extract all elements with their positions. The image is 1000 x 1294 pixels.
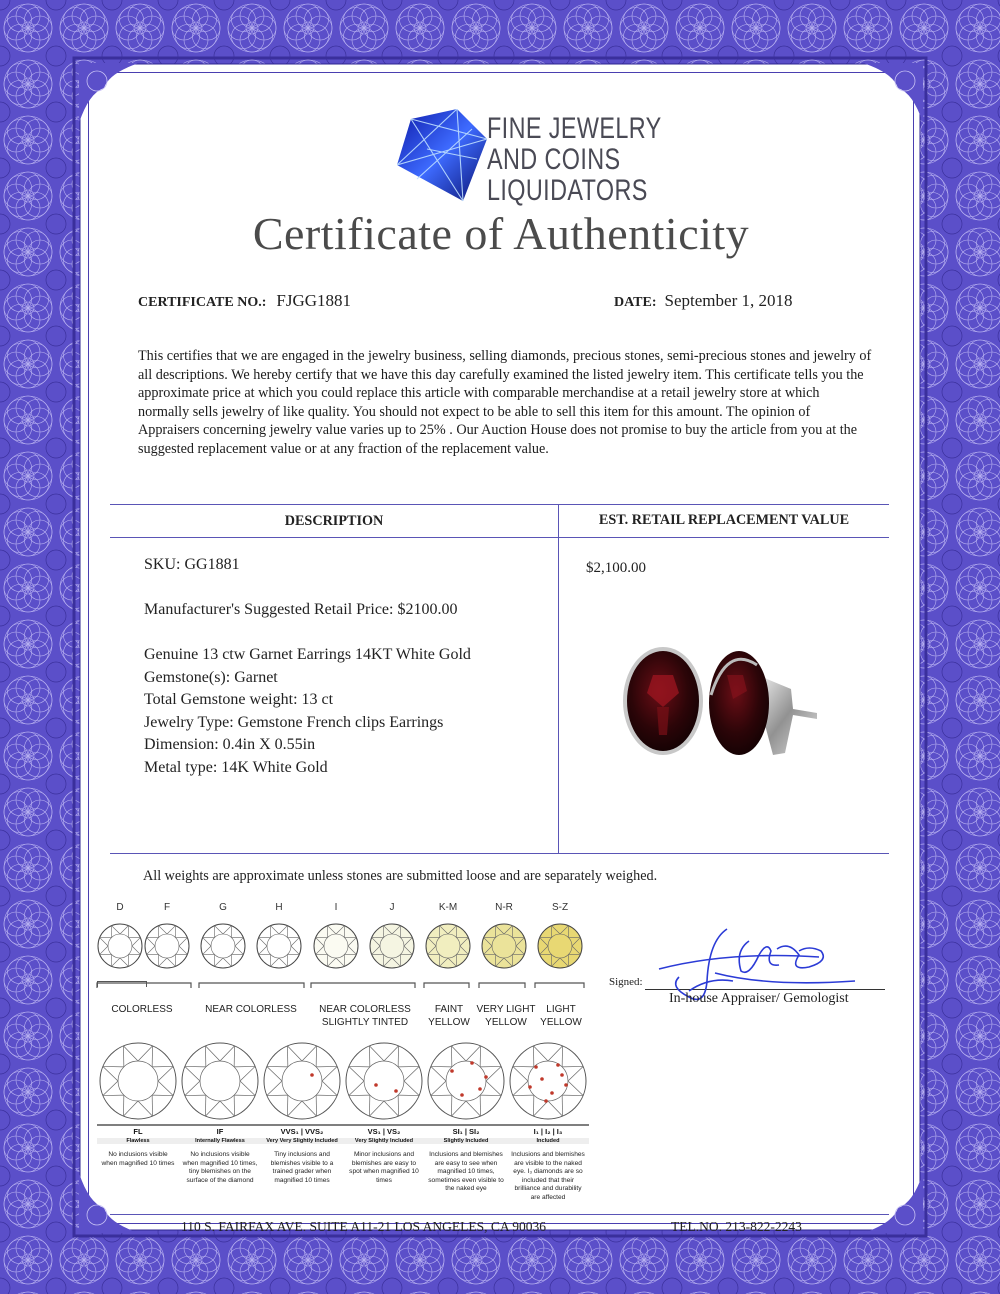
grade-letter: F [163,902,171,913]
clarity-grade: VS₁ | VS₂ [367,1127,401,1136]
value-header: EST. RETAIL REPLACEMENT VALUE [598,512,850,528]
clarity-grade-name: Flawless [97,1138,179,1144]
inclusion-mark [484,1075,488,1079]
clarity-grade: VVS₁ | VVS₂ [280,1127,324,1136]
brand-line-1: FINE JEWELRY [487,112,662,145]
clarity-diamond-icon [346,1043,422,1119]
inclusion-mark [550,1091,554,1095]
replacement-value: $2,100.00 [586,560,646,576]
color-category-label: NEAR COLORLESS [205,1004,297,1015]
detail-line: Jewelry Type: Gemstone French clips Earrings [144,713,444,731]
color-category-sublabel: SLIGHTLY TINTED [321,1017,409,1028]
msrp: Manufacturer's Suggested Retail Price: $2100.00 [144,601,458,618]
clarity-grade-name: Included [507,1138,589,1144]
detail-line: Genuine 13 ctw Garnet Earrings 14KT White Gold [144,646,471,663]
certificate-number-value: FJGG1881 [276,291,351,310]
clarity-description: No inclusions visible when magnified 10 times [101,1151,175,1167]
detail-line: Total Gemstone weight: 13 ct [144,691,334,708]
clarity-grade: SI₁ | SI₂ [452,1127,480,1136]
footer-rule [110,1214,889,1215]
color-category-sublabel: YELLOW [428,1017,470,1028]
grade-letter: J [389,902,395,913]
color-category-sublabel: YELLOW [540,1017,582,1028]
date-value: September 1, 2018 [664,291,793,310]
certificate-title: Certificate of Authenticity [252,208,750,259]
appraiser-role: In-house Appraiser/ Gemologist [669,991,849,1006]
grade-letter: N-R [495,902,513,913]
certificate-sheet [88,72,914,1234]
detail-line: Gemstone(s): Garnet [144,668,278,686]
inclusion-mark [460,1093,464,1097]
color-category-label: FAINT [434,1004,464,1015]
clarity-description: Tiny inclusions and blemishes visible to a trained grader when magnified 10 times [270,1151,334,1184]
grade-letter: I [334,902,338,913]
clarity-description: No inclusions visible when magnified 10 times, tiny blemishes on the surface of the diamond [182,1151,258,1184]
inclusion-mark [528,1085,532,1089]
inclusion-mark [470,1061,474,1065]
clarity-description: Minor inclusions and blemishes are easy to spot when magnified 10 times [349,1151,419,1184]
clarity-grade: IF [216,1127,224,1136]
clarity-grade: I₁ | I₂ | I₃ [533,1127,563,1136]
inclusion-mark [556,1063,560,1067]
footer-phone: TEL.NO. 213-822-2243 [671,1219,802,1234]
clarity-grade-name: Slightly Included [425,1138,507,1144]
inclusion-mark [564,1083,568,1087]
color-category-label: NEAR COLORLESS [319,1004,411,1015]
clarity-diamond-icon [100,1043,176,1119]
color-category-sublabel: YELLOW [485,1017,527,1028]
color-category-label: COLORLESS [111,1004,173,1015]
description-header: DESCRIPTION [284,513,384,529]
inclusion-mark [544,1099,548,1103]
inclusion-mark [310,1073,314,1077]
grade-letter: D [116,902,124,913]
clarity-grade-name: Internally Flawless [179,1138,261,1144]
clarity-grade: FL [133,1127,143,1136]
grade-letter: G [219,902,227,913]
inclusion-mark [534,1065,538,1069]
grade-letter: H [275,902,283,913]
clarity-description: Inclusions and blemishes are easy to see when magnified 10 times, sometimes even visible to the naked eye [428,1151,504,1192]
weights-note: All weights are approximate unless stones are submitted loose and are separately weighed. [143,868,658,884]
color-category-label: VERY LIGHT [476,1004,536,1015]
grade-letter: S-Z [551,902,569,913]
brand-line-2: AND COINS [487,143,621,176]
clarity-description: Inclusions and blemishes are visible to the naked eye. I₃ diamonds are so included that their brilliance and durability are affected [511,1151,585,1201]
clarity-diamond-icon [264,1043,340,1119]
clarity-scale-diamonds [89,73,913,1223]
date-label: DATE: [614,295,657,310]
inclusion-mark [394,1089,398,1093]
clarity-diamond-icon [428,1043,504,1119]
inclusion-mark [560,1073,564,1077]
grade-letter: K-M [438,902,458,913]
inclusion-mark [540,1077,544,1081]
certificate-number-label: CERTIFICATE NO.: [138,295,267,310]
certification-statement: This certifies that we are engaged in the jewelry business, selling diamonds, precious stones, semi-precious stones and jewelry of all descriptions. We hereby certify that we have this day carefully examined the listed jewelry item. This certificate tells you the approximate price at which you could replace this article with comparable merchandise at a retail jewelry store at which normally sells jewelry of like quality. You should not expect to be able to sell this item for this amount. The opinion of Appraisers concerning jewelry value varies up to 25% . Our Auction House does not promise to buy the article from you at the suggested replacement value or at any fraction of the replacement value. [138,348,872,457]
signed-label: Signed: [609,976,643,988]
clarity-grade-name: Very Very Slightly Included [261,1138,343,1144]
inclusion-mark [374,1083,378,1087]
brand-line-3: LIQUIDATORS [487,174,648,207]
footer-address: 110 S. FAIRFAX AVE. SUITE A11-21 LOS ANGELES, CA 90036 [181,1219,547,1234]
inclusion-mark [478,1087,482,1091]
clarity-diamond-icon [182,1043,258,1119]
clarity-diamond-icon [510,1043,586,1119]
clarity-grade-name: Very Slightly Included [343,1138,425,1144]
inclusion-mark [450,1069,454,1073]
detail-line: Metal type: 14K White Gold [144,758,328,776]
detail-line: Dimension: 0.4in X 0.55in [144,736,316,753]
sku: SKU: GG1881 [144,556,240,573]
color-category-label: LIGHT [546,1004,576,1015]
